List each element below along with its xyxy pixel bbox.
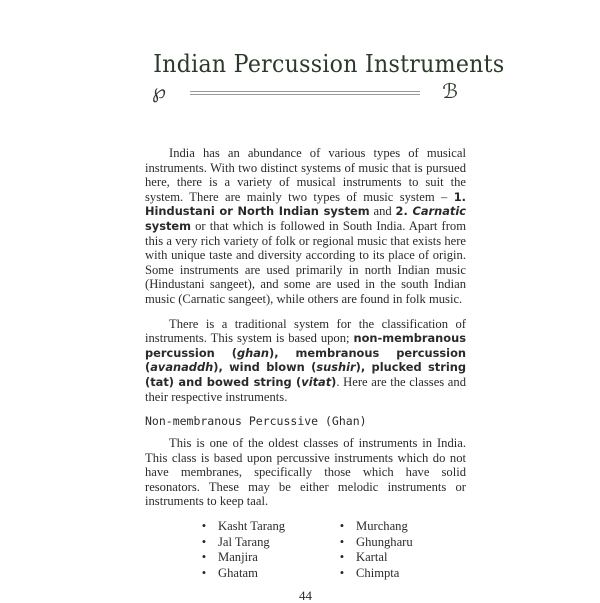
bold-text: non-membranous percussion ( — [145, 331, 466, 360]
list-item: Manjira — [218, 550, 258, 565]
section-heading: Non-membranous Percussive (Ghan) — [145, 414, 367, 429]
bullet: • — [339, 565, 345, 580]
text: India has an abundance of various types of musical instruments. With two distinct systems of music that is pursued here, there is a variety of musical instruments to suit the system. There are mainly two types of music system – — [145, 146, 466, 204]
bold-text: ), plucked string (tat) and bowed string ( — [145, 360, 467, 389]
bold-text: 1. Hindustani or North Indian system — [145, 189, 466, 219]
bold-italic-text: vitat — [301, 374, 332, 389]
bullet: • — [339, 519, 345, 534]
bold-italic-text: avanaddh — [150, 360, 214, 375]
page-number: 44 — [299, 588, 312, 603]
bullet: • — [201, 519, 207, 534]
text: and — [369, 204, 396, 219]
bold-text: system — [145, 218, 192, 233]
ghan-paragraph: This is one of the oldest classes of instruments in India. This class is based upon percussive instruments which do not have membranes, specifically those which have solid resonators. These may be either melodic instruments or instruments to keep taal. — [145, 436, 466, 509]
title-ornament — [152, 79, 458, 104]
bullet: • — [201, 550, 207, 565]
bold-italic-text: ghan — [236, 345, 270, 360]
bold-text: 2. — [395, 204, 413, 219]
page-body — [145, 146, 466, 580]
bold-italic-text: sushir — [316, 360, 356, 375]
list-item: Chimpta — [356, 565, 400, 580]
text: or that which is followed in South India. Apart from this a very rich variety of folk or regional music that exists here with unique taste and diversity according to its place of origin. Some instruments are used primarily in north Indian music (Hindustani sangeet), and some are used in the south Indian music (Carnatic sangeet), while others are found in folk music. — [145, 218, 466, 306]
left-scroll-ornament-icon: ℘ — [152, 79, 166, 103]
instrument-list — [190, 519, 466, 580]
text: There is a traditional system for the classification of instruments. This system is based upon; — [145, 316, 466, 346]
list-item: Jal Tarang — [218, 534, 270, 549]
list-item: Kartal — [356, 550, 388, 565]
double-rule-divider — [190, 91, 420, 95]
right-scroll-ornament-icon: ℬ — [442, 79, 458, 103]
bullet: • — [339, 534, 345, 549]
bullet: • — [201, 534, 207, 549]
bold-italic-text: Carnatic — [412, 204, 467, 219]
intro-paragraph — [145, 146, 466, 307]
list-item: Kasht Tarang — [218, 519, 286, 534]
list-item: Ghungharu — [356, 534, 413, 549]
bold-text: ) — [331, 374, 337, 389]
classification-paragraph — [145, 317, 466, 405]
bullet: • — [339, 550, 345, 565]
bullet: • — [201, 565, 207, 580]
page-content — [145, 146, 466, 603]
list-item: Murchang — [356, 519, 408, 534]
bold-text: ), wind blown ( — [213, 360, 317, 375]
page-title: Indian Percussion Instruments — [153, 50, 505, 78]
bold-text: ), membranous percussion ( — [145, 345, 467, 375]
list-item: Ghatam — [218, 565, 258, 580]
text: . Here are the classes and their respective instruments. — [145, 374, 466, 404]
